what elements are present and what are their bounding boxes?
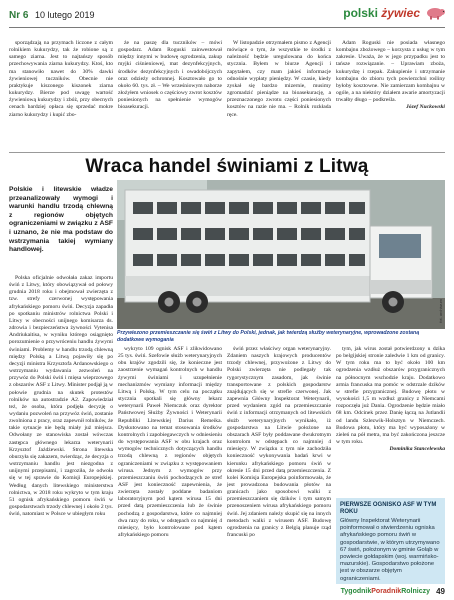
publication-name — [341, 588, 430, 595]
article-text-4: tym, jak wirus został potwierdzony u dzika po belgijskiej stronie zaledwie 1 km od granicy. W tym roku ma to być około 100 km ogrodzenia wzdłuż obszarów przygranicznych na północnym wschodzie kraju. Dodatkowo armia francuska ma pomóc w odstrzale dzików w strefie przygranicznej. Budowę płotu w wysokości 1,5 m wzdłuż granicy z Niemcami rozpoczęła już Dania. Ogrodzenie będzie miało 68 km. Odcinek przez Danię łączą na Jutlandii od landu Szlezwik-Holsztyn w Niemczech. Budowa płotu, który ma być wyposażony w zieleń na pół metra, ma być zakończona jeszcze w tym roku. — [336, 346, 445, 446]
publication-name-part1: Tygodnik — [340, 588, 372, 595]
section-title-part2: żywiec — [381, 6, 420, 20]
issue-number: Nr 6 — [9, 10, 29, 21]
section-title-part1: polski — [343, 6, 378, 20]
issue-info — [9, 10, 95, 21]
top-article-column-3 — [227, 40, 331, 148]
article-photo — [117, 180, 445, 329]
article-column-4 — [336, 346, 445, 496]
header-rule — [9, 27, 445, 28]
section-brand — [343, 6, 446, 20]
article-lead: Polskie i litewskie władze przeanalizowały wymogi i warunki handlu trzodą chlewną z regionów objętych ograniczeniami w związku z ASF i uznano, że nie ma podstaw do wstrzymania takiej wymiany handlowej. — [9, 186, 113, 254]
publication-name-part3: Rolniczy — [401, 588, 430, 595]
article-column-1 — [9, 275, 113, 590]
article-text-2: wykryto 109 ognisk ASF i zlikwidowano 25 tys. świń. Szefowie służb weterynaryjnych obu krajów zgodzili się, że konieczne jest zaostrzenie wymagań kontrolnych w handlu żywymi świniami i uzupełnienie mechanizmów wymiany informacji między Litwą i Polską. W tym celu na początku stycznia spotkali się główny lekarz weterynarii Paweł Niemczuk oraz dyrektor Państwowej Służby Żywności i Weterynarii Republiki Litewskiej Darius Remeika. Dyskutowano na temat stosowania środków kontrolnych i zapobiegawczych w odniesieniu do występowania ASF w obu krajach oraz wymogów technicznych dotyczących handlu trzodą chlewną z regionów objętych ograniczeniami w związku z występowaniem wirusa. Jednym z wymogów przy przemieszczaniu świń pochodzących ze stref ASF jest konieczność zapewnienia, że zwierzęta zostały poddane badaniom laboratoryjnym pod kątem wirusa 15 dni przed datą przemieszczenia lub że świnie pochodzą z gospodarstwa, które co najmniej dwa razy do roku, w odstępach co najmniej 4 miesięcy, było kontrolowane pod kątem afrykańskiego pomoru — [118, 346, 222, 539]
article-signature: Dominika Stancelewska — [389, 446, 445, 453]
article-headline: Wraca handel świniami z Litwą — [85, 156, 369, 177]
truck-illustration — [117, 180, 445, 329]
page-number: 49 — [436, 587, 445, 596]
article-column-3 — [227, 346, 331, 590]
info-box-text: Główny Inspektorat Weterynarii poinformował o stwierdzeniu ogniska afrykańskiego pomoru świń w gospodarstwie, w którym utrzymywano 67 świń, położonym w gminie Goląb w powiecie gołdapskim (woj. warmińsko-mazurskie). Gospodarstwo położone jest w obszarze objętym ograniczeniami. — [340, 518, 440, 582]
top-article-signature: Józef Nuckowski — [405, 104, 445, 111]
article-column-2 — [118, 346, 222, 590]
article-divider — [9, 152, 445, 153]
info-box-title: PIERWSZE OGNISKO ASF W TYM ROKU — [340, 502, 437, 515]
section-title — [343, 6, 420, 20]
article-text-1: Polska oficjalnie odwołała zakaz importu świń z Litwy, który obowiązywał od połowy grudnia 2018 roku i obejmował zwierzęta z tzw. strefy czerwonej występowania afrykańskiego pomoru świń. Decyzja zapadła po spotkaniu ministrów rolnictwa Polski i Litwy w obecności unijnego komisarza ds. zdrowia i bezpieczeństwa żywności Vytenisa Andriukaitisa, w wyniku którego osiągnięto porozumienie o przywróceniu handlu żywymi świniami. Problemy w handlu trzodą chlewną między Polską a Litwą pojawiły się po decyzji ministra Krzysztofa Ardanowskiego o wstrzymaniu wydawania zezwoleń na przywóz do Polski świń i mięsa wieprzowego z obszarów ASF z Litwy. Minister podjął ją w połowie grudnia na skutek protestów rolników na autostradzie A2. Zapowiedział też, że osoba, która podjęła decyzję o wydaniu pozwoleń na przywóz świń, zostanie zwolniona z pracy, oraz zapewnił rolników, że takie sytuacje nie będą miały już miejsca. Odwołany ze stanowiska został wówczas zastępca głównego lekarza weterynarii Krzysztof Jażdżewski. Strona litewska oburzyła się zakazem, twierdząc, że decyzja o wstrzymaniu handlu jest niezgodna z unijnymi przepisami, i zagroziła, że odwoła się w tej sprawie do Komisji Europejskiej. Według danych litewskiego ministerstwa rolnictwa, w 2018 roku wykryto w tym kraju 51 ognisk afrykańskiego pomoru świń w gospodarstwach trzody chlewnej i około 2 tys. świń, natomiast w Polsce w ubiegłym roku — [9, 275, 113, 518]
photo-caption: Przywiezono przemieszczanie się świń z Litwy do Polski, jednak, jak twierdzą służby weterynaryjne, wprowadzone zostaną dodatkowe wymogania — [117, 330, 420, 343]
pig-icon — [424, 6, 446, 20]
article-text-3: świń przez właściwy organ weterynaryjny. Zdaniem naszych krajowych producentów trzody chlewnej, przywożone z Litwy do Polski zwierzęta nie podlegały tak rygorystycznym zasadom, jak świnie transportowane z polskich gospodarstw znajdujących się w strefie czerwonej. Jak zapewnia Główny Inspektorat Weterynarii, przed wydaniem zgód na przemieszczanie świń z informacji otrzymanych od litewskich służb weterynaryjnych wynikało, iż gospodarstwa na Litwie położone na obszarach ASF były poddawane dwukrotnym kontrolom w odstępach co najmniej 4 miesięcy. W związku z tym nie zachodziła konieczność wykonywania badań krwi w kierunku afrykańskiego pomoru świń w okresie 15 dni przed datą przemieszczenia. Z kolei Komisja Europejska poinformowała, że jest prowadzona budowania płotów na granicach jako sposobowi walki z przemieszczaniem się dzików i tym samym przenoszeniem wirusa afrykańskiego pomoru świń. Jej zdaniem należy skupić się na innych metodach walki z wirusem ASF. Budowę ogrodzenia na granicy z Belgią planuje rząd francuski po — [227, 346, 331, 539]
top-text-1: sporządzają na przymach liczone z całym rolnikiem kukurydzy, tak że robione są z samego ziarna. Jest to najtańszy sposób przechowywania ziarna kukurydzy. Ktoś, kto ma stanowiło nawet do 30% dawki żywieniowej tuczników. Obecnie nie praktykuje kiszonego kiszonek ziarna kukurydzy. Bierze pod uwagę wartość żywieniową kukurydzy i zbóż, przy obecnych cenach bardziej opłaca się sprzedać mokre ziarno kukurydzy i kupić zbo- — [9, 40, 113, 118]
photo-credit: fot. archiwum — [438, 299, 443, 323]
top-article-column-2 — [118, 40, 222, 148]
info-box — [336, 498, 445, 584]
page-header — [0, 0, 454, 34]
top-article-column-4 — [336, 40, 445, 152]
top-text-2: że na paszę dla tuczników – mówi gospodarz. Adam Roguski zainwestował między innymi w budowę ogrodzenia, zakup myjki ciśnieniowej, mat dezynfekcyjnych, środków dezynfekcyjnych i owadobójczych oraz odzieży ochronnej. Kosztowało go to około 60. tys. zł. – We wrześniowym naborze złożyłem wniosek o częściowy zwrot kosztów poniesionych na spełnienie wymogów bioasekuracji. — [118, 40, 222, 111]
top-text-4: Adam Roguski nie posiada własnego kombajnu zbożowego – korzysta z usług w tym zakresie. Uważa, że w jego przypadku jest to tańsze rozwiązanie. – Uprawiam zboża, kukurydzę i rzepak. Zakupienie i utrzymanie kombajnu do zbioru tych powierzchni rośliny byłoby kosztowne. Nie zamierzam kombajnu w ogóle, a na niektóry działem awarie amortyzacji trwałby długo – podkreśla. — [336, 40, 445, 104]
page-footer — [0, 588, 454, 600]
top-article-column-1 — [9, 40, 113, 148]
issue-date: 10 lutego 2019 — [34, 10, 95, 20]
publication-name-part2: Poradnik — [371, 588, 402, 595]
top-text-3: W listopadzie otrzymałem pismo z Agencji mówiące o tym, że wszystkie te środki z należność będzie uregulowana do końca stycznia. Byłem w biurze Agencji i zapytałem, czy mam jakieś informacje odnośnie wypłaty pieniędzy. W czasie, kiedy zyskał się bardzo mizernie, musimy zgromadzić pieniądze na bioasekurację, a przeznaczonego zwrotu części poniesionych kosztów na razie nie ma. – Rolnik rozkłada ręce. — [227, 40, 331, 118]
